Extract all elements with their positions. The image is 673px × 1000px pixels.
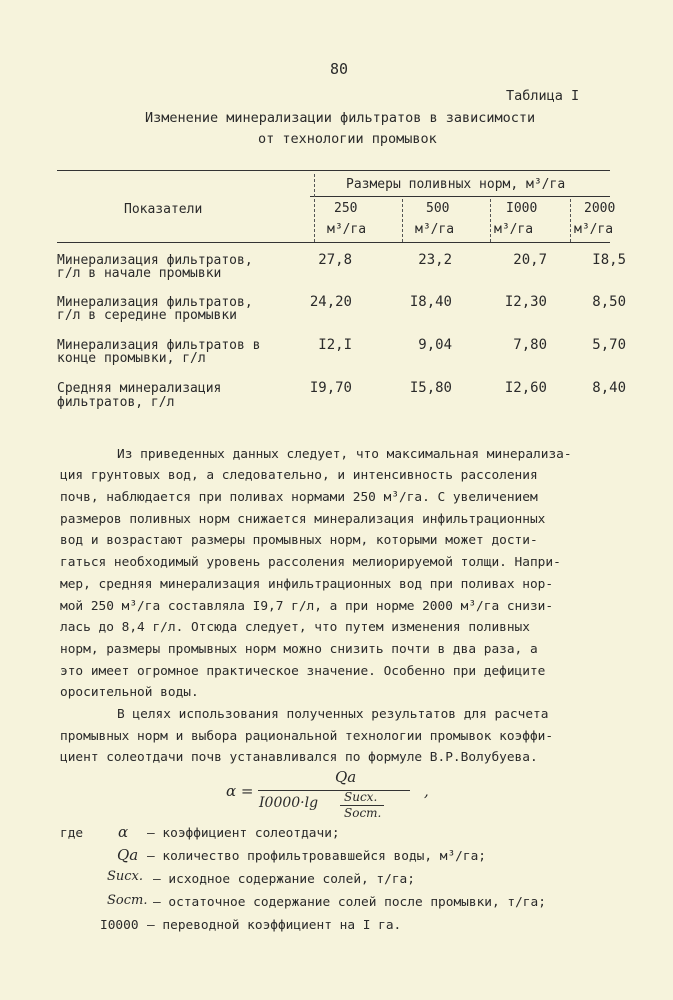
- norm-2000-value: 2000: [584, 201, 616, 216]
- table-column-separator: [402, 199, 403, 242]
- row-value: 8,50: [592, 294, 626, 310]
- text-line: вод и возрастают размеры промывных норм, которыми может дости-: [60, 533, 538, 548]
- text-line: ция грунтовых вод, а следовательно, и интенсивность рассоления: [60, 468, 538, 483]
- table-column-separator: [490, 199, 491, 242]
- row-value: 27,8: [318, 252, 352, 268]
- definition-text: – переводной коэффициент на I га.: [147, 918, 402, 933]
- fraction-bar: [258, 790, 410, 791]
- row-value: 23,2: [418, 252, 452, 268]
- norm-500-unit: м³/га: [415, 222, 455, 237]
- row-label-line-1: Средняя минерализация: [57, 381, 222, 396]
- definition-text: – коэффициент солеотдачи;: [147, 826, 340, 841]
- text-line: мой 250 м³/га составляла I9,7 г/л, а при норме 2000 м³/га снизи-: [60, 599, 554, 614]
- norm-2000-unit: м³/га: [574, 222, 614, 237]
- table-column-separator: [314, 174, 315, 242]
- formula-inner-numerator: Sисх.: [344, 790, 378, 804]
- text-line: лась до 8,4 г/л. Отсюда следует, что путем изменения поливных: [60, 620, 530, 635]
- header-norm-sizes: Размеры поливных норм, м³/га: [346, 177, 566, 192]
- table-title-line-1: Изменение минерализации фильтратов в зависимости: [145, 110, 536, 126]
- definitions-intro: где: [60, 826, 84, 841]
- row-value: 7,80: [513, 337, 547, 353]
- definition-symbol: Sост.: [107, 893, 148, 908]
- text-line: циент солеотдачи почв устанавливался по формуле В.Р.Волубуева.: [60, 750, 538, 765]
- formula-comma: ,: [424, 782, 429, 800]
- text-line: В целях использования полученных результатов для расчета: [117, 707, 549, 722]
- table-group-rule: [310, 196, 610, 197]
- row-value: I2,60: [504, 380, 547, 396]
- row-value: 20,7: [513, 252, 547, 268]
- formula-denominator-prefix: I0000·lg: [259, 795, 319, 811]
- row-value: 8,40: [592, 380, 626, 396]
- table-top-rule: [57, 170, 610, 171]
- table-label: Таблица I: [506, 88, 580, 104]
- row-value: I8,40: [409, 294, 452, 310]
- definition-text: – остаточное содержание солей после промывки, т/га;: [153, 895, 546, 910]
- row-value: 5,70: [592, 337, 626, 353]
- row-value: I5,80: [409, 380, 452, 396]
- row-value: I8,5: [592, 252, 626, 268]
- row-label-line-1: Минерализация фильтратов,: [57, 253, 253, 268]
- formula-lhs: α =: [226, 782, 254, 800]
- text-line: гаться необходимый уровень рассоления мелиорируемой толщи. Напри-: [60, 555, 561, 570]
- norm-250-unit: м³/га: [327, 222, 367, 237]
- row-label-line-2: г/л в начале промывки: [57, 266, 222, 281]
- row-value: 24,20: [309, 294, 352, 310]
- text-line: это имеет огромное практическое значение. Особенно при дефиците: [60, 664, 546, 679]
- definition-symbol: α: [118, 823, 129, 841]
- row-label-line-1: Минерализация фильтратов,: [57, 295, 253, 310]
- row-value: I9,70: [309, 380, 352, 396]
- formula-numerator: Qa: [335, 768, 357, 786]
- row-value: 9,04: [418, 337, 452, 353]
- norm-250-value: 250: [334, 201, 358, 216]
- formula-inner-denominator: Sост.: [344, 806, 382, 820]
- definition-text: – количество профильтровавшейся воды, м³/га;: [147, 849, 486, 864]
- row-label-line-2: конце промывки, г/л: [57, 351, 206, 366]
- text-line: мер, средняя минерализация инфильтрационных вод при поливах нор-: [60, 577, 554, 592]
- text-line: оросительной воды.: [60, 685, 199, 700]
- table-title-line-2: от технологии промывок: [258, 131, 437, 147]
- definition-symbol: I0000: [100, 918, 139, 933]
- norm-1000-value: I000: [506, 201, 538, 216]
- definition-text: – исходное содержание солей, т/га;: [153, 872, 415, 887]
- table-header-rule: [57, 242, 610, 243]
- row-label-line-1: Минерализация фильтратов в: [57, 338, 261, 353]
- row-label-line-2: г/л в середине промывки: [57, 308, 238, 323]
- norm-1000-unit: м³/га: [494, 222, 534, 237]
- definition-symbol: Qa: [117, 846, 139, 864]
- text-line: размеров поливных норм снижается минерализация инфильтрационных: [60, 512, 546, 527]
- page-number: 80: [330, 60, 349, 78]
- row-value: I2,I: [318, 337, 352, 353]
- text-line: промывных норм и выбора рациональной технологии промывок коэффи-: [60, 729, 554, 744]
- text-line: почв, наблюдается при поливах нормами 250 м³/га. С увеличением: [60, 490, 538, 505]
- header-indicators: Показатели: [124, 202, 203, 217]
- norm-500-value: 500: [426, 201, 450, 216]
- row-label-line-2: фильтратов, г/л: [57, 395, 175, 410]
- definition-symbol: Sисх.: [107, 869, 144, 884]
- table-column-separator: [570, 199, 571, 242]
- text-line: норм, размеры промывных норм можно снизить почти в два раза, а: [60, 642, 538, 657]
- text-line: Из приведенных данных следует, что максимальная минерализа-: [117, 447, 572, 462]
- row-value: I2,30: [504, 294, 547, 310]
